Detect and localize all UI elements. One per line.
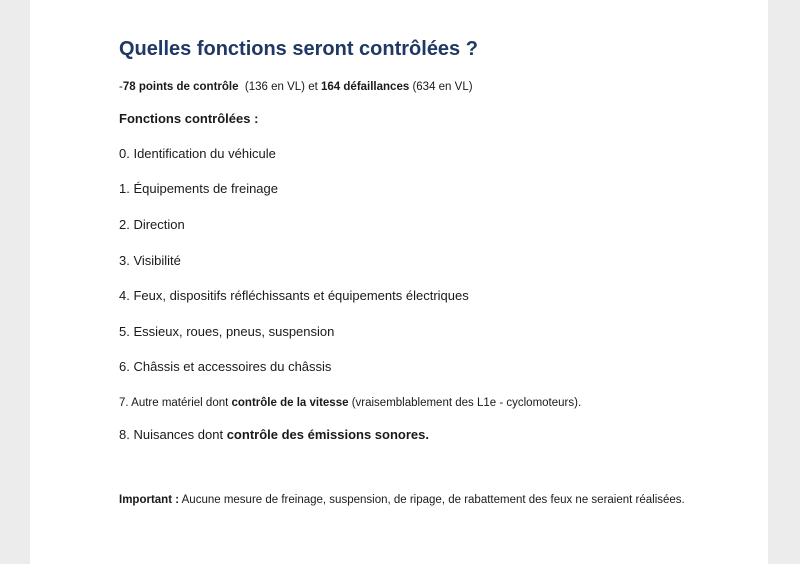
list-item: 4. Feux, dispositifs réfléchissants et équipements électriques	[119, 288, 469, 303]
item8-bold: contrôle des émissions sonores.	[226, 427, 429, 442]
stats-line	[119, 79, 473, 95]
document-page	[30, 0, 768, 564]
stats-points: 78 points de contrôle	[122, 81, 239, 93]
item7-after: (vraisemblablement des L1e - cyclomoteurs).	[351, 397, 582, 409]
item7-before: 7. Autre matériel dont	[119, 397, 229, 409]
list-item-noise-control	[119, 427, 429, 443]
important-label: Important :	[119, 494, 180, 506]
list-item: 0. Identification du véhicule	[119, 146, 276, 161]
list-item: 2. Direction	[119, 217, 185, 232]
stats-prefix: -	[119, 81, 123, 93]
list-item: 3. Visibilité	[119, 253, 181, 268]
item7-bold: contrôle de la vitesse	[231, 397, 349, 409]
page-title: Quelles fonctions seront contrôlées ?	[119, 38, 478, 60]
stats-points-vl: (136 en VL)	[244, 81, 306, 93]
list-item: 6. Châssis et accessoires du châssis	[119, 359, 332, 374]
important-text: Aucune mesure de freinage, suspension, de ripage, de rabattement des feux ne seraient réalisées.	[181, 494, 685, 506]
item8-before: 8. Nuisances dont	[119, 427, 224, 442]
list-item: 5. Essieux, roues, pneus, suspension	[119, 324, 335, 339]
stats-failures-vl: (634 en VL)	[412, 81, 473, 93]
important-note	[119, 490, 719, 510]
list-item-speed-control	[119, 395, 581, 411]
stats-failures: 164 défaillances	[321, 81, 410, 93]
functions-heading: Fonctions contrôlées :	[119, 111, 259, 126]
stats-and: et	[308, 81, 318, 93]
list-item: 1. Équipements de freinage	[119, 181, 278, 196]
